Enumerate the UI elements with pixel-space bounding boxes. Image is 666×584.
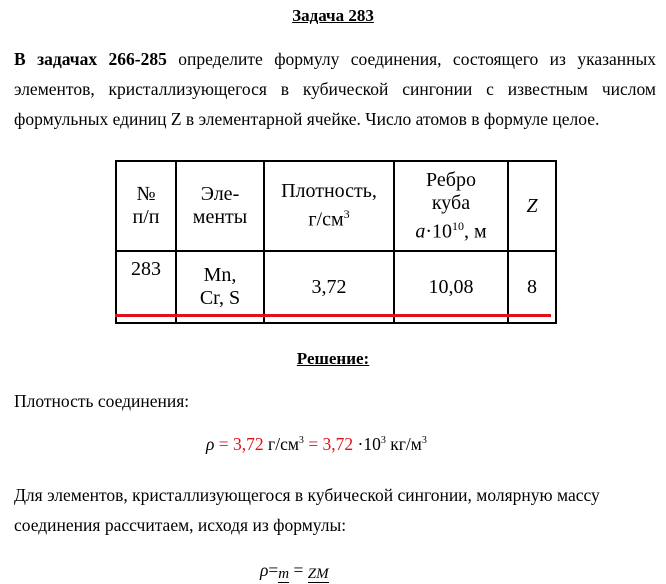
cell-edge: 10,08 xyxy=(394,251,508,323)
task-statement xyxy=(14,44,656,134)
cell-elements-line2: Cr, S xyxy=(199,287,241,309)
header-number-line2: п/п xyxy=(132,206,160,228)
fraction-bar xyxy=(278,582,289,583)
header-z xyxy=(508,161,556,251)
task-range-label: В задачах 266-285 xyxy=(14,49,167,69)
density-value-2: = 3,72 xyxy=(303,434,354,454)
table-row xyxy=(116,251,556,323)
fraction-m xyxy=(278,566,289,583)
solution-heading: Решение: xyxy=(296,349,370,368)
header-elements-line2: менты xyxy=(192,206,248,228)
equals-sign: = xyxy=(268,560,279,580)
fraction-zm-numerator: ZM xyxy=(307,566,329,582)
header-density xyxy=(264,161,394,251)
header-number-line1: № xyxy=(136,183,156,205)
fraction-m-numerator: m xyxy=(278,566,290,582)
density-multiplier-exp: 3 xyxy=(380,435,386,446)
cell-elements xyxy=(176,251,264,323)
task-data-table xyxy=(115,160,557,324)
header-density-unit-exp: 3 xyxy=(343,207,350,222)
density-label: Плотность соединения: xyxy=(14,391,190,411)
density-value-1: = 3,72 xyxy=(214,434,269,454)
header-edge-line2: куба xyxy=(431,191,471,214)
fraction-bar-2 xyxy=(308,582,329,583)
header-number xyxy=(116,161,176,251)
header-elements xyxy=(176,161,264,251)
task-statement-text: определите формулу соединения, состоящего из указанных элементов, кристаллизующегося в кубической сингонии с известным числом формульных единиц Z в элементарной ячейке. Число атомов в формуле целое. xyxy=(14,49,656,129)
density-unit-1: г/см xyxy=(268,434,299,454)
header-edge-mult: ·10 xyxy=(425,220,452,243)
density-unit-2-exp: 3 xyxy=(421,435,427,446)
header-edge-symbol: a xyxy=(415,220,426,243)
density-fraction-formula xyxy=(260,560,329,583)
rho-symbol: ρ xyxy=(206,434,215,454)
density-formula xyxy=(206,434,427,455)
molar-mass-paragraph: Для элементов, кристаллизующегося в кубической сингонии, молярную массу соединения рассчитаем, исходя из формулы: xyxy=(14,485,600,535)
density-unit-2: кг/м xyxy=(385,434,422,454)
rho-symbol-2: ρ xyxy=(260,560,269,580)
header-elements-line1: Эле- xyxy=(200,183,240,205)
cell-number: 283 xyxy=(116,251,176,323)
fraction-zm xyxy=(308,566,329,583)
header-edge-line1: Ребро xyxy=(426,168,476,191)
density-unit-1-exp: 3 xyxy=(298,435,304,446)
header-edge-unit: , м xyxy=(464,220,487,243)
equals-sign-2: = xyxy=(289,560,308,580)
task-title: Задача 283 xyxy=(292,6,374,25)
header-density-unit: г/см xyxy=(308,208,344,231)
header-edge xyxy=(394,161,508,251)
header-density-label: Плотность, xyxy=(281,180,377,203)
density-multiplier: ·10 xyxy=(353,434,381,454)
cell-z: 8 xyxy=(508,251,556,323)
cell-density: 3,72 xyxy=(264,251,394,323)
table-underline xyxy=(115,314,551,317)
header-z-symbol: Z xyxy=(526,194,538,217)
cell-elements-line1: Mn, xyxy=(203,264,237,286)
header-edge-exp: 10 xyxy=(452,218,464,233)
table-header-row xyxy=(116,161,556,251)
